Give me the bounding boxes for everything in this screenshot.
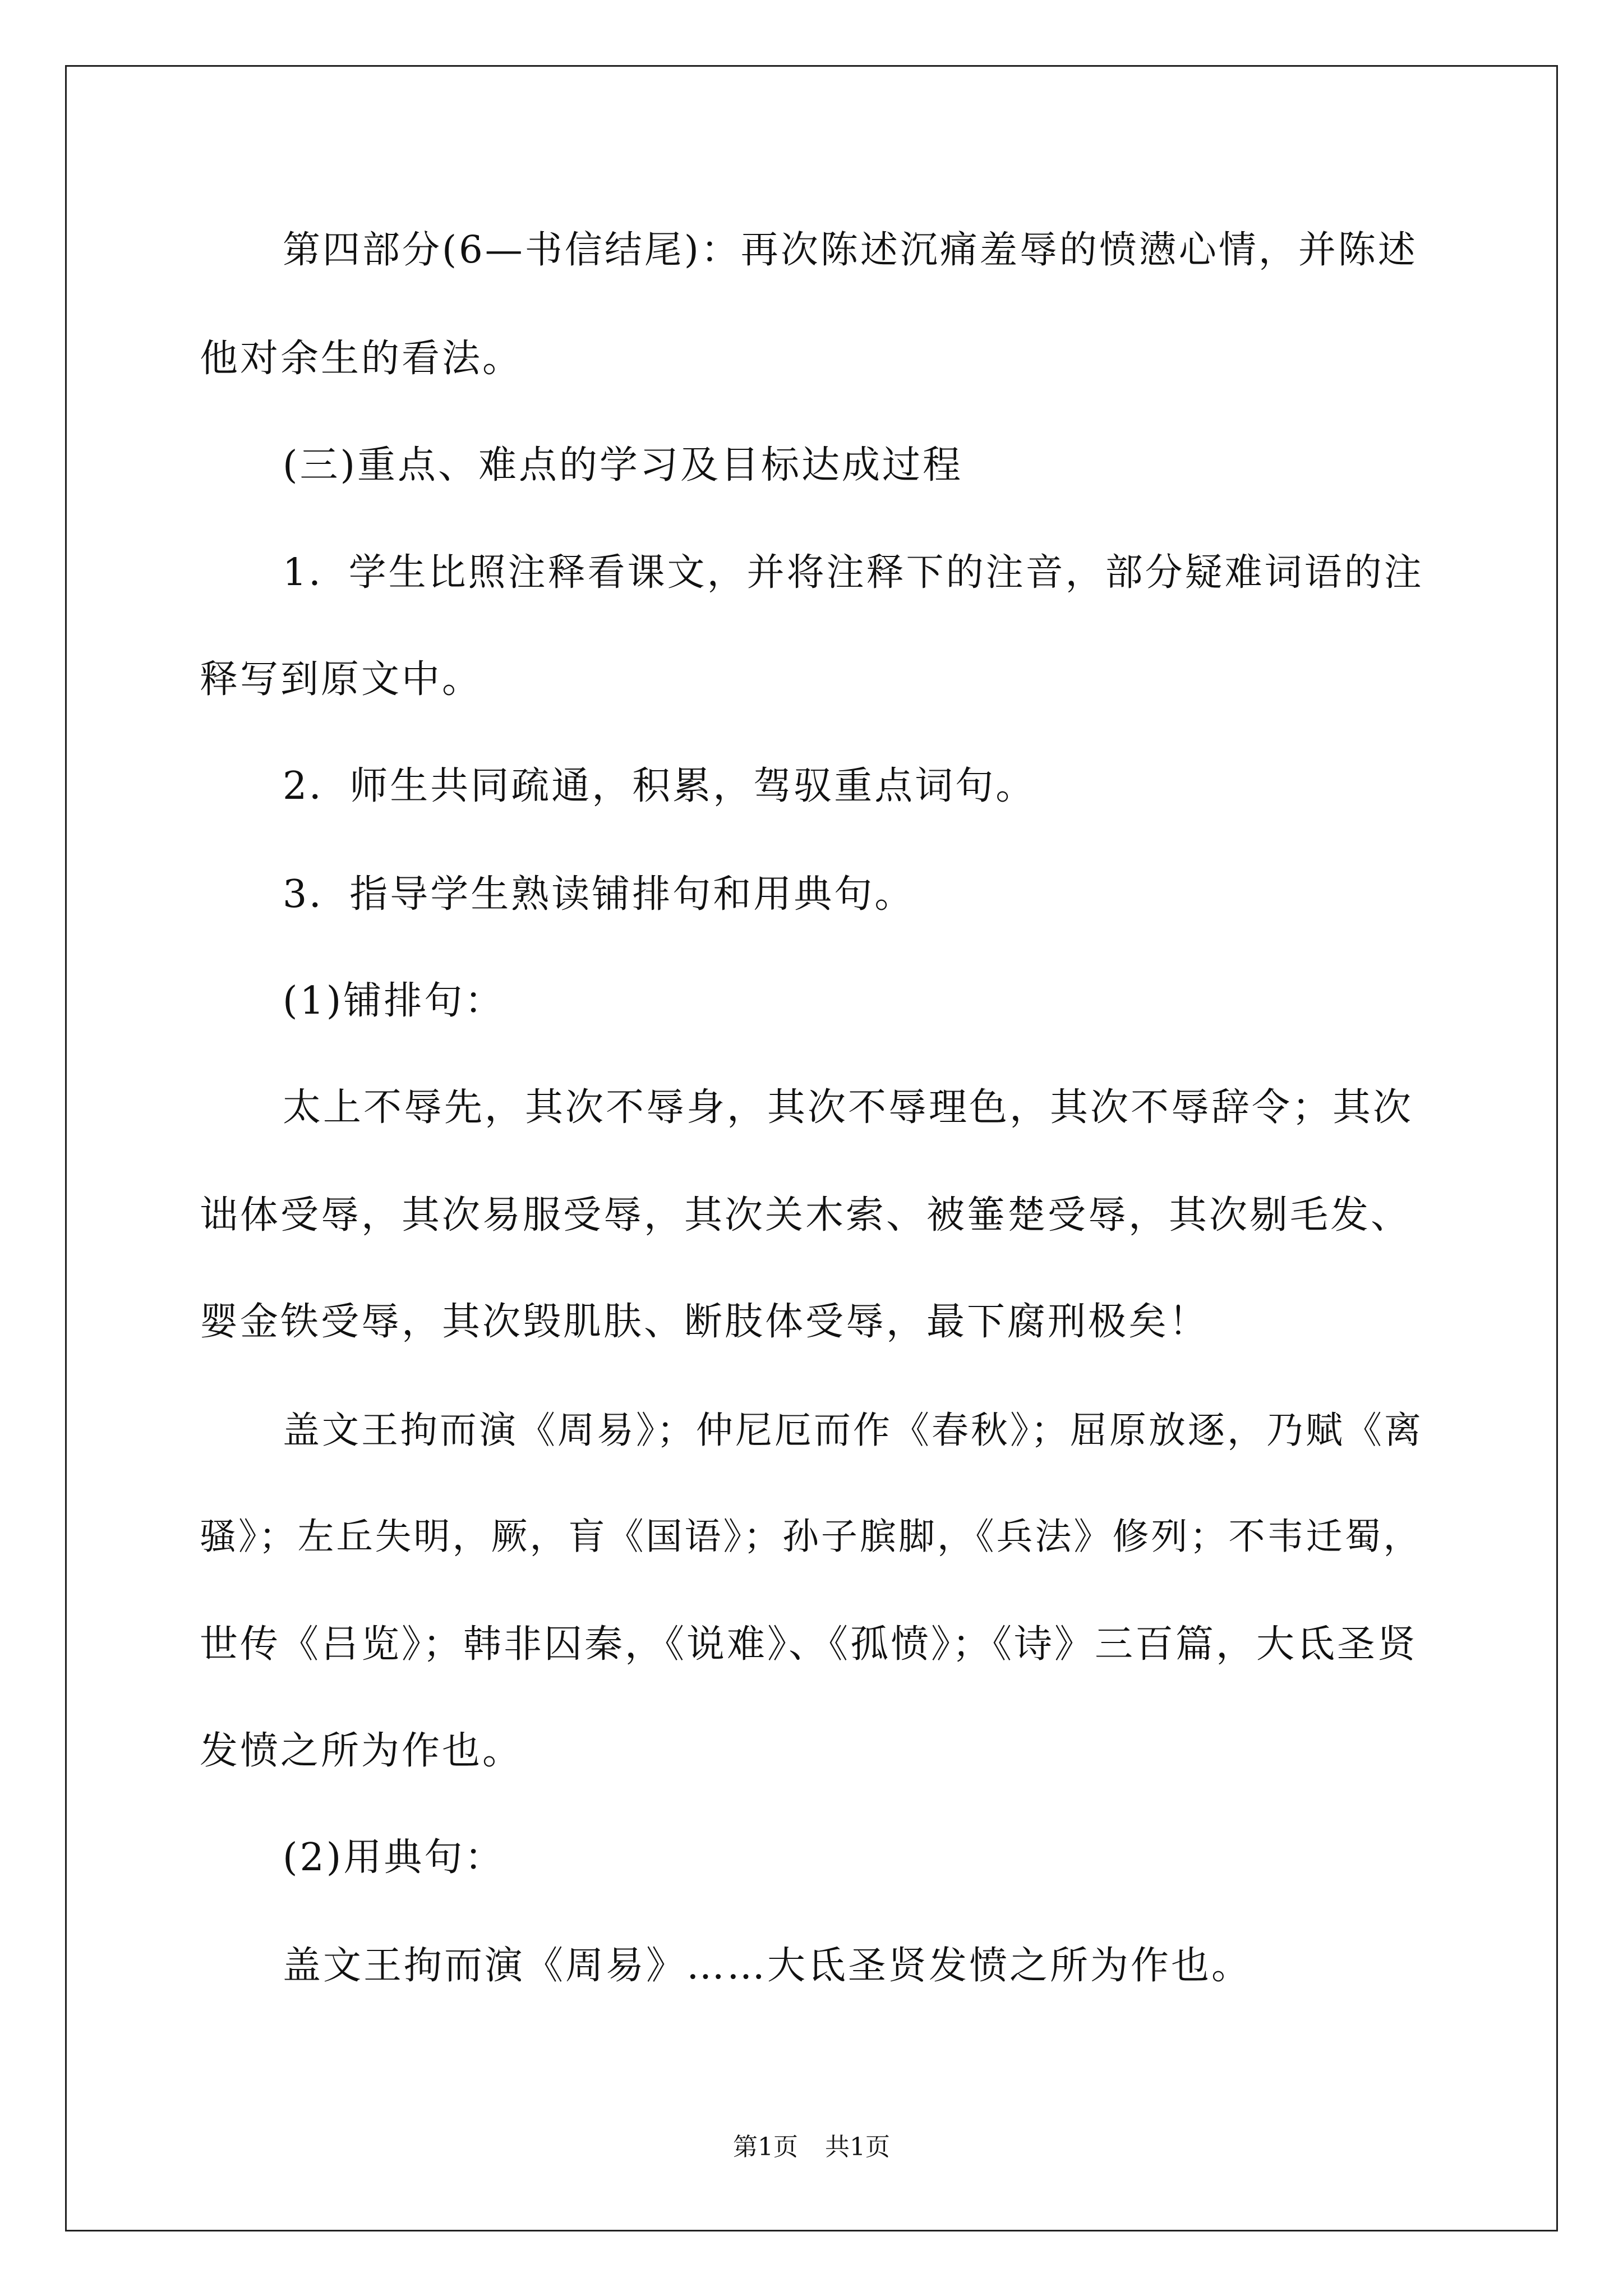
paragraph-line: 世传《吕览》；韩非囚秦，《说难》、《孤愤》；《诗》三百篇，大氐圣贤 <box>200 1622 1418 1667</box>
paragraph-line: 第四部分(6—书信结尾)：再次陈述沉痛羞辱的愤懑心情，并陈述 <box>283 228 1418 272</box>
page-footer <box>0 2132 1623 2163</box>
paragraph-line: 释写到原文中。 <box>200 657 483 702</box>
paragraph-line: 骚》；左丘失明，厥，肓《国语》；孙子膑脚，《兵法》修列；不韦迁蜀， <box>200 1516 1422 1558</box>
paragraph-line: 盖文王拘而演《周易》……大氐圣贤发愤之所为作也。 <box>283 1944 1252 1988</box>
paragraph-line: 发愤之所为作也。 <box>200 1729 523 1773</box>
paragraph-line: 2．师生共同疏通，积累，驾驭重点词句。 <box>283 764 1036 808</box>
subsection-heading: (2)用典句： <box>283 1835 505 1880</box>
subsection-heading: (1)铺排句： <box>283 979 505 1023</box>
paragraph-line: 盖文王拘而演《周易》；仲尼厄而作《春秋》；屈原放逐，乃赋《离 <box>283 1409 1423 1452</box>
page-border <box>65 65 1558 2231</box>
page-number-current: 第1页 <box>733 2133 798 2161</box>
paragraph-line: 太上不辱先，其次不辱身，其次不辱理色，其次不辱辞令；其次 <box>283 1085 1414 1130</box>
section-heading: (三)重点、难点的学习及目标达成过程 <box>283 443 963 487</box>
paragraph-line: 1．学生比照注释看课文，并将注释下的注音，部分疑难词语的注 <box>283 550 1424 594</box>
paragraph-line: 3．指导学生熟读铺排句和用典句。 <box>283 872 915 917</box>
page-number-total: 共1页 <box>825 2133 890 2161</box>
paragraph-line: 他对余生的看法。 <box>200 337 523 381</box>
paragraph-line: 婴金铁受辱，其次毁肌肤、断肢体受辱，最下腐刑极矣！ <box>200 1300 1210 1344</box>
paragraph-line: 诎体受辱，其次易服受辱，其次关木索、被箠楚受辱，其次剔毛发、 <box>200 1193 1412 1237</box>
